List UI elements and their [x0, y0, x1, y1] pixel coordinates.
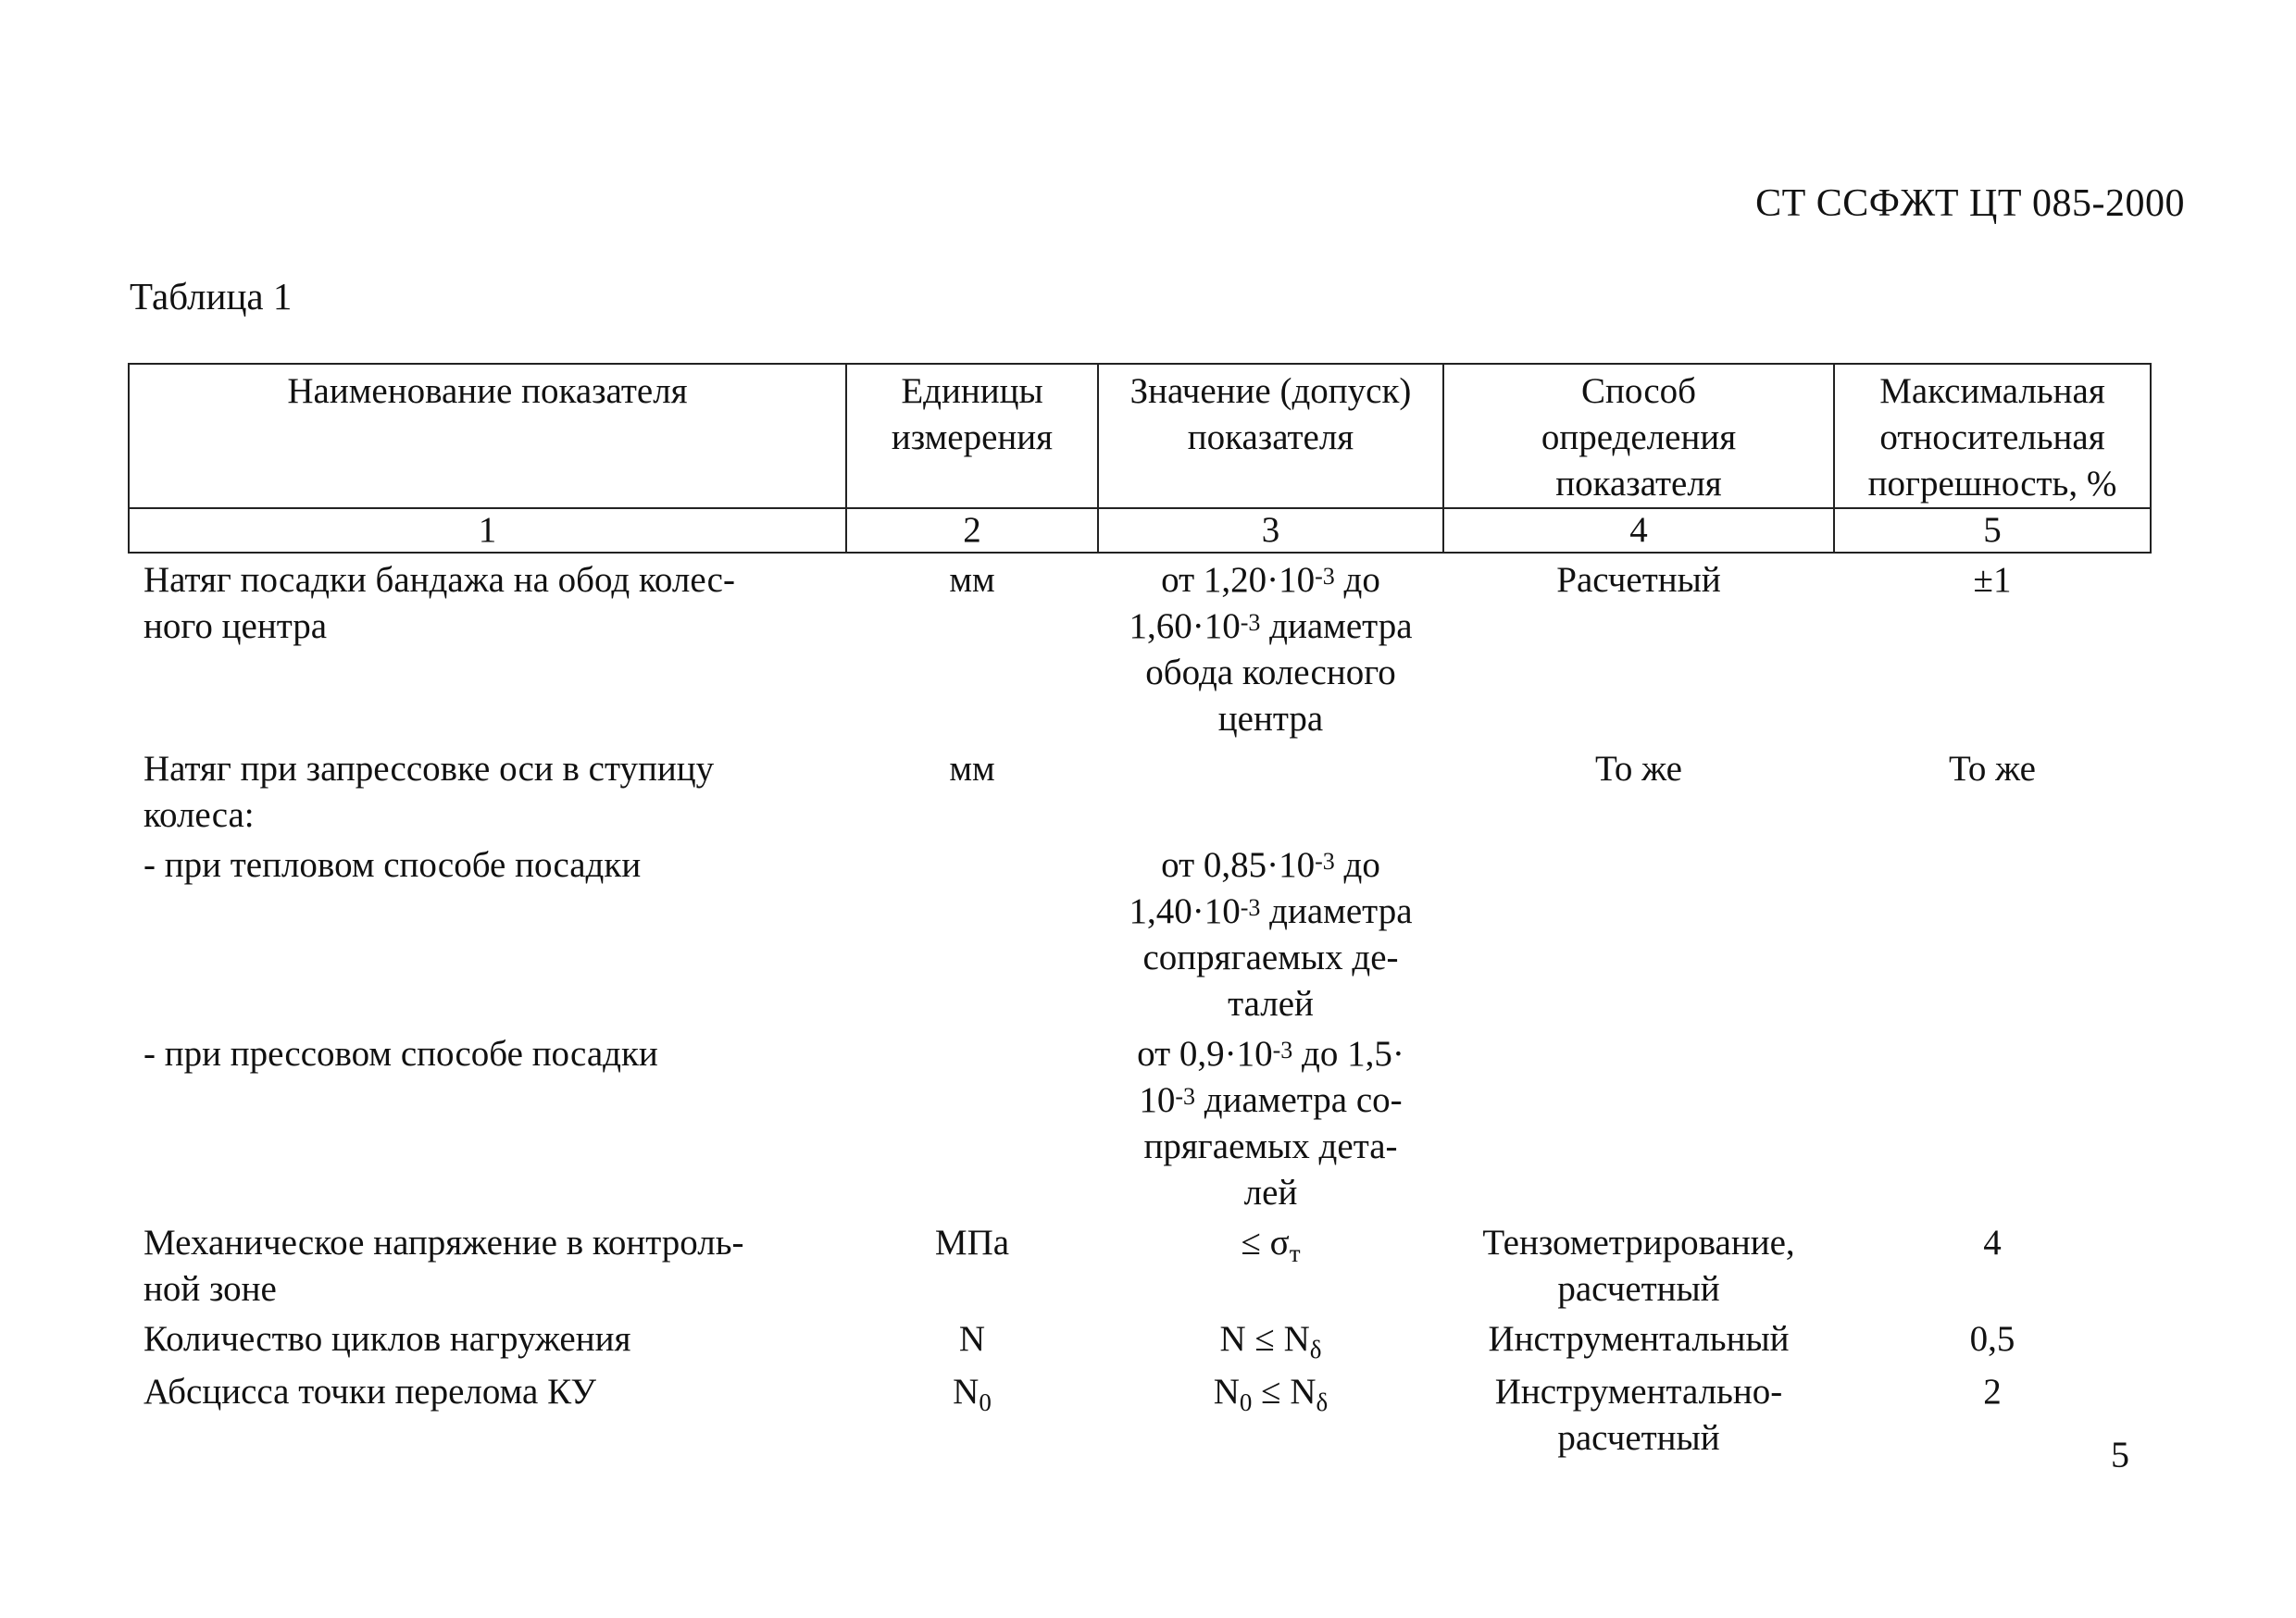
value-cell: $N_0 \le N_\delta$: [1213, 1372, 1329, 1416]
value-cell: $N \le N_\delta$: [1219, 1319, 1322, 1363]
page-number: 5: [2111, 1434, 2129, 1475]
header-method: Способ определения показателя: [1443, 364, 1834, 508]
error-cell: [1834, 839, 2151, 1027]
value-cell: [1098, 742, 1443, 839]
parameter-name: Механическое напряжение в контроль- ной зоне: [144, 1223, 744, 1309]
unit-cell: [846, 1027, 1098, 1216]
method-cell: Расчетный: [1556, 560, 1721, 600]
error-cell: 4: [1983, 1223, 2002, 1263]
method-cell: Тензометрирование, расчетный: [1482, 1223, 1795, 1309]
unit-cell: [846, 839, 1098, 1027]
unit-cell: $N_0$: [953, 1372, 992, 1416]
column-number-row: [129, 508, 2151, 553]
value-cell: от $0,9\cdot 10^{-3}$ до 1,5· $10^{-3}$ диаметра со- прягаемых дета- лей: [1137, 1034, 1404, 1213]
value-cell: от $1,20\cdot 10^{-3}$ до $1,60\cdot 10^{-3}$ диаметра обода колесного центра: [1129, 560, 1413, 739]
parameter-name: - при тепловом способе посадки: [144, 845, 642, 885]
document-code: СТ ССФЖТ ЦТ 085-2000: [1755, 182, 2185, 225]
error-cell: 0,5: [1969, 1319, 2015, 1359]
table-row: [129, 1027, 2151, 1216]
parameter-name: Натяг при запрессовке оси в ступицу колеса:: [144, 749, 715, 835]
unit-cell: мм: [949, 560, 995, 600]
header-value: Значение (допуск) показателя: [1098, 364, 1443, 508]
column-number: 3: [1098, 508, 1443, 553]
parameter-name: Натяг посадки бандажа на обод колес- ного центра: [144, 560, 735, 646]
error-cell: 2: [1983, 1372, 2002, 1412]
method-cell: Инструментальный: [1488, 1319, 1790, 1359]
method-cell: [1443, 1027, 1834, 1216]
value-cell: от $0,85\cdot 10^{-3}$ до $1,40\cdot 10^{-3}$ диаметра сопрягаемых де- талей: [1129, 845, 1413, 1024]
method-cell: Инструментально- расчетный: [1494, 1372, 1783, 1458]
table-row: [129, 742, 2151, 839]
column-number: 1: [129, 508, 846, 553]
table-row: [129, 1313, 2151, 1365]
header-units: Единицы измерения: [846, 364, 1098, 508]
column-number: 5: [1834, 508, 2151, 553]
error-cell: [1834, 1027, 2151, 1216]
table-caption: Таблица 1: [130, 275, 293, 317]
method-cell: [1443, 839, 1834, 1027]
method-cell: То же: [1595, 749, 1682, 789]
header-parameter-name: Наименование показателя: [129, 364, 846, 508]
parameter-name: - при прессовом способе посадки: [144, 1034, 658, 1074]
value-cell: ≤ $\sigma_т$: [1241, 1223, 1301, 1267]
column-number: 4: [1443, 508, 1834, 553]
table-row: [129, 839, 2151, 1027]
table-row: [129, 553, 2151, 742]
table-header-row: [129, 364, 2151, 508]
header-max-error: Максимальная относительная погрешность, %: [1834, 364, 2151, 508]
error-cell: ±1: [1973, 560, 2012, 600]
parameter-name: Абсцисса точки перелома КУ: [144, 1372, 596, 1412]
error-cell: То же: [1949, 749, 2036, 789]
unit-cell: N: [958, 1319, 986, 1359]
parameter-name: Количество циклов нагружения: [144, 1319, 631, 1359]
column-number: 2: [846, 508, 1098, 553]
unit-cell: мм: [949, 749, 995, 789]
unit-cell: МПа: [934, 1223, 1010, 1263]
parameters-table: [128, 363, 2152, 1462]
table-row: [129, 1365, 2151, 1462]
table-row: [129, 1216, 2151, 1313]
